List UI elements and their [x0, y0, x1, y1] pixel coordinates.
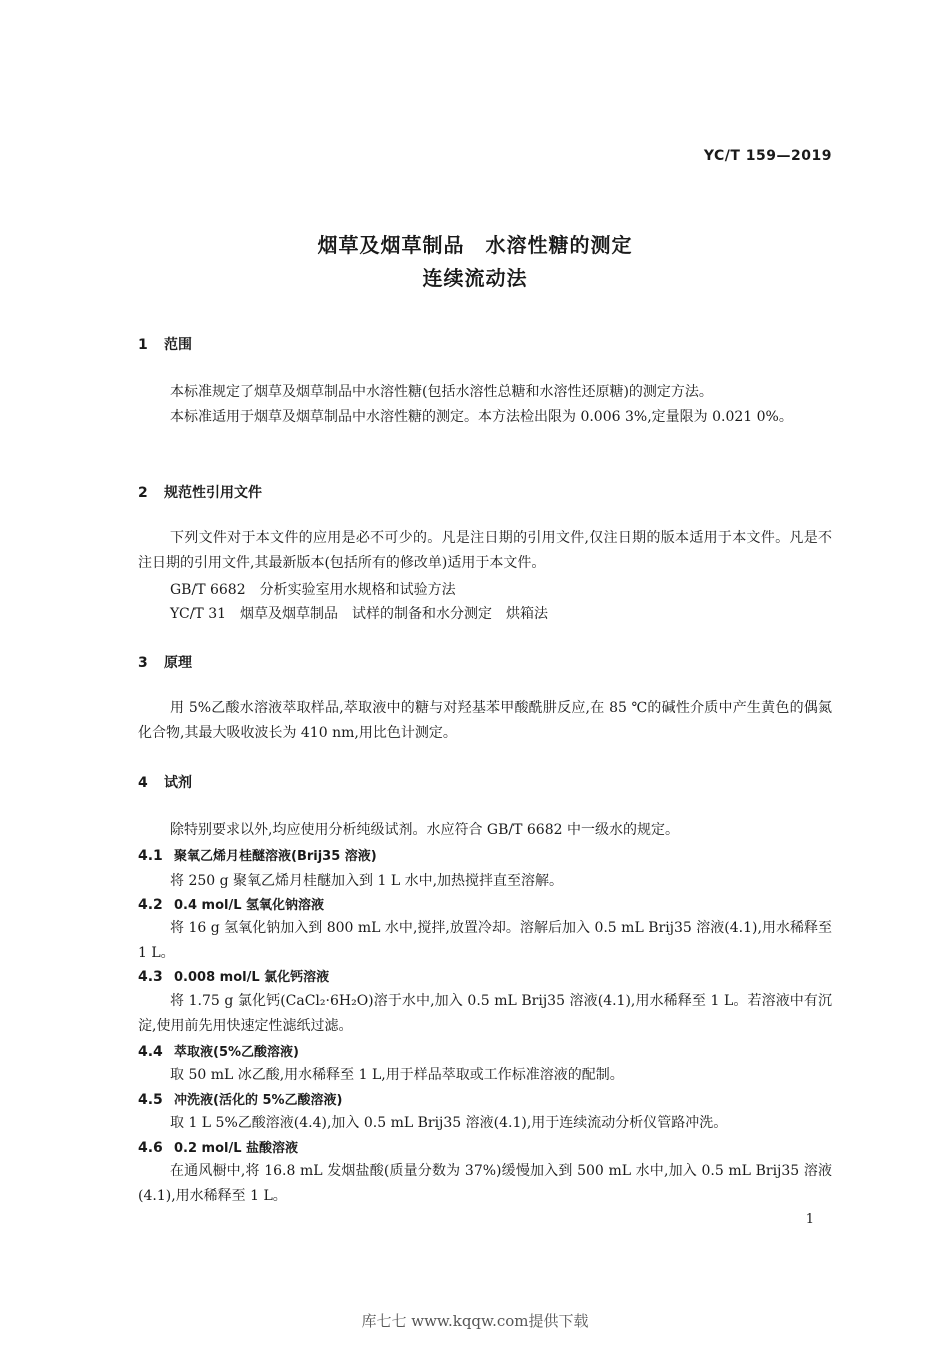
subsection-title: 0.4 mol/L 氢氧化钠溶液 [174, 898, 325, 913]
section-heading-scope [138, 334, 192, 354]
subsection-number: 4.5 [138, 1092, 163, 1108]
section-title: 试剂 [164, 775, 192, 791]
subsection-title: 冲洗液(活化的 5%乙酸溶液) [174, 1093, 343, 1108]
subsection-heading [138, 1089, 342, 1108]
paragraph: 将 250 g 聚氧乙烯月桂醚加入到 1 L 水中,加热搅拌直至溶解。 [170, 873, 564, 889]
standard-code: YC/T 159—2019 [703, 148, 832, 164]
section-title: 规范性引用文件 [164, 485, 262, 501]
page-number: 1 [805, 1212, 814, 1227]
subsection-number: 4.6 [138, 1140, 163, 1156]
subsection-heading [138, 1137, 298, 1156]
paragraph: 本标准规定了烟草及烟草制品中水溶性糖(包括水溶性总糖和水溶性还原糖)的测定方法。 [170, 384, 713, 400]
document-title: 烟草及烟草制品 水溶性糖的测定 [317, 233, 633, 257]
section-heading-reagents [138, 772, 192, 792]
section-title: 原理 [164, 655, 192, 671]
paragraph: 将 1.75 g 氯化钙(CaCl₂·6H₂O)溶于水中,加入 0.5 mL Brij35 溶液(4.1),用水稀释至 1 L。若溶液中有沉淀,使用前先用快速定性滤纸过滤。 [138, 993, 832, 1034]
section-number: 2 [138, 485, 148, 501]
paragraph: 下列文件对于本文件的应用是必不可少的。凡是注日期的引用文件,仅注日期的版本适用于本文件。凡是不注日期的引用文件,其最新版本(包括所有的修改单)适用于本文件。 [138, 530, 832, 571]
paragraph: 在通风橱中,将 16.8 mL 发烟盐酸(质量分数为 37%)缓慢加入到 500 mL 水中,加入 0.5 mL Brij35 溶液(4.1),用水稀释至 1 L。 [138, 1163, 832, 1204]
reference-item: YC/T 31 烟草及烟草制品 试样的制备和水分测定 烘箱法 [170, 606, 549, 622]
paragraph: 取 50 mL 冰乙酸,用水稀释至 1 L,用于样品萃取或工作标准溶液的配制。 [170, 1067, 624, 1083]
subsection-heading [138, 966, 329, 985]
subsection-number: 4.2 [138, 897, 163, 913]
section-title: 范围 [164, 337, 192, 353]
document-subtitle: 连续流动法 [422, 266, 528, 290]
subsection-heading [138, 1041, 299, 1060]
subsection-heading [138, 894, 324, 913]
subsection-title: 0.2 mol/L 盐酸溶液 [174, 1141, 299, 1156]
paragraph: 除特别要求以外,均应使用分析纯级试剂。水应符合 GB/T 6682 中一级水的规定。 [170, 822, 679, 838]
paragraph: 将 16 g 氢氧化钠加入到 800 mL 水中,搅拌,放置冷却。溶解后加入 0.5 mL Brij35 溶液(4.1),用水稀释至 1 L。 [138, 920, 832, 961]
paragraph: 取 1 L 5%乙酸溶液(4.4),加入 0.5 mL Brij35 溶液(4.1),用于连续流动分析仪管路冲洗。 [170, 1115, 728, 1131]
subsection-number: 4.4 [138, 1044, 163, 1060]
subsection-title: 萃取液(5%乙酸溶液) [174, 1045, 299, 1060]
subsection-title: 0.008 mol/L 氯化钙溶液 [174, 970, 330, 985]
subsection-heading [138, 845, 377, 864]
section-heading-principle [138, 652, 192, 672]
subsection-number: 4.3 [138, 969, 163, 985]
paragraph: 本标准适用于烟草及烟草制品中水溶性糖的测定。本方法检出限为 0.006 3%,定量限为 0.021 0%。 [170, 409, 793, 425]
subsection-number: 4.1 [138, 848, 163, 864]
download-watermark: 库七七 www.kqqw.com提供下载 [361, 1312, 589, 1330]
section-heading-normative-references [138, 482, 262, 502]
section-number: 3 [138, 655, 148, 671]
reference-item: GB/T 6682 分析实验室用水规格和试验方法 [170, 582, 456, 598]
subsection-title: 聚氧乙烯月桂醚溶液(Brij35 溶液) [174, 849, 377, 864]
paragraph: 用 5%乙酸水溶液萃取样品,萃取液中的糖与对羟基苯甲酸酰肼反应,在 85 ℃的碱性介质中产生黄色的偶氮化合物,其最大吸收波长为 410 nm,用比色计测定。 [138, 700, 832, 741]
section-number: 4 [138, 775, 148, 791]
section-number: 1 [138, 337, 148, 353]
